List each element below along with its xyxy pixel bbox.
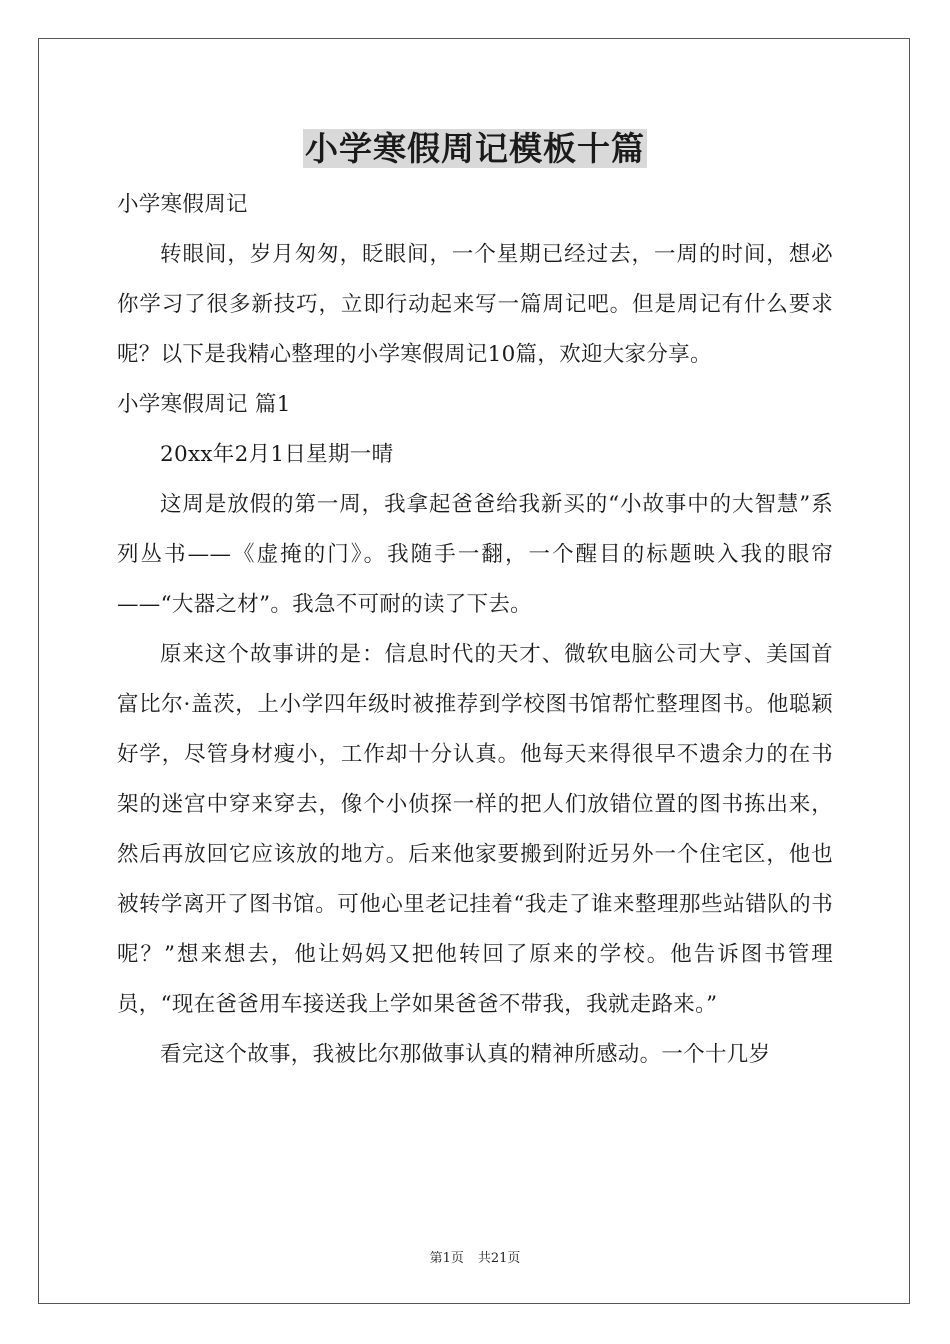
page-total: 共21页 [477, 1251, 521, 1266]
paragraph-intro: 转眼间，岁月匆匆，眨眼间，一个星期已经过去，一周的时间，想必你学习了很多新技巧，立即行动起来写一篇周记吧。但是周记有什么要求呢？以下是我精心整理的小学寒假周记10篇，欢迎大家分享。 [117, 242, 833, 367]
paragraph-body: 原来这个故事讲的是：信息时代的天才、微软电脑公司大亨、美国首富比尔·盖茨，上小学四年级时被推荐到学校图书馆帮忙整理图书。他聪颖好学，尽管身材瘦小，工作却十分认真。他每天来得很早不遗余力的在书架的迷宫中穿来穿去，像个小侦探一样的把人们放错位置的图书拣出来，然后再放回它应该放的地方。后来他家要搬到附近另外一个住宅区，他也被转学离开了图书馆。可他心里老记挂着“我走了谁来整理那些站错队的书呢？”想来想去，他让妈妈又把他转回了原来的学校。他告诉图书管理员，“现在爸爸用车接送我上学如果爸爸不带我，我就走路来。” [117, 642, 833, 1017]
document-title [0, 128, 950, 170]
paragraph-date: 20xx年2月1日星期一晴 [160, 442, 394, 467]
paragraph-body: 这周是放假的第一周，我拿起爸爸给我新买的“小故事中的大智慧”系列丛书——《虚掩的门》。我随手一翻，一个醒目的标题映入我的眼帘——“大器之材”。我急不可耐的读了下去。 [117, 492, 833, 617]
paragraph-body: 看完这个故事，我被比尔那做事认真的精神所感动。一个十几岁 [160, 1042, 771, 1067]
document-body [117, 180, 833, 1080]
heading-intro: 小学寒假周记 [117, 192, 248, 217]
heading-part-1: 小学寒假周记 篇1 [117, 392, 291, 417]
page-footer [0, 1247, 950, 1266]
page-number: 第1页 [429, 1251, 464, 1266]
document-title-text: 小学寒假周记模板十篇 [305, 129, 645, 168]
